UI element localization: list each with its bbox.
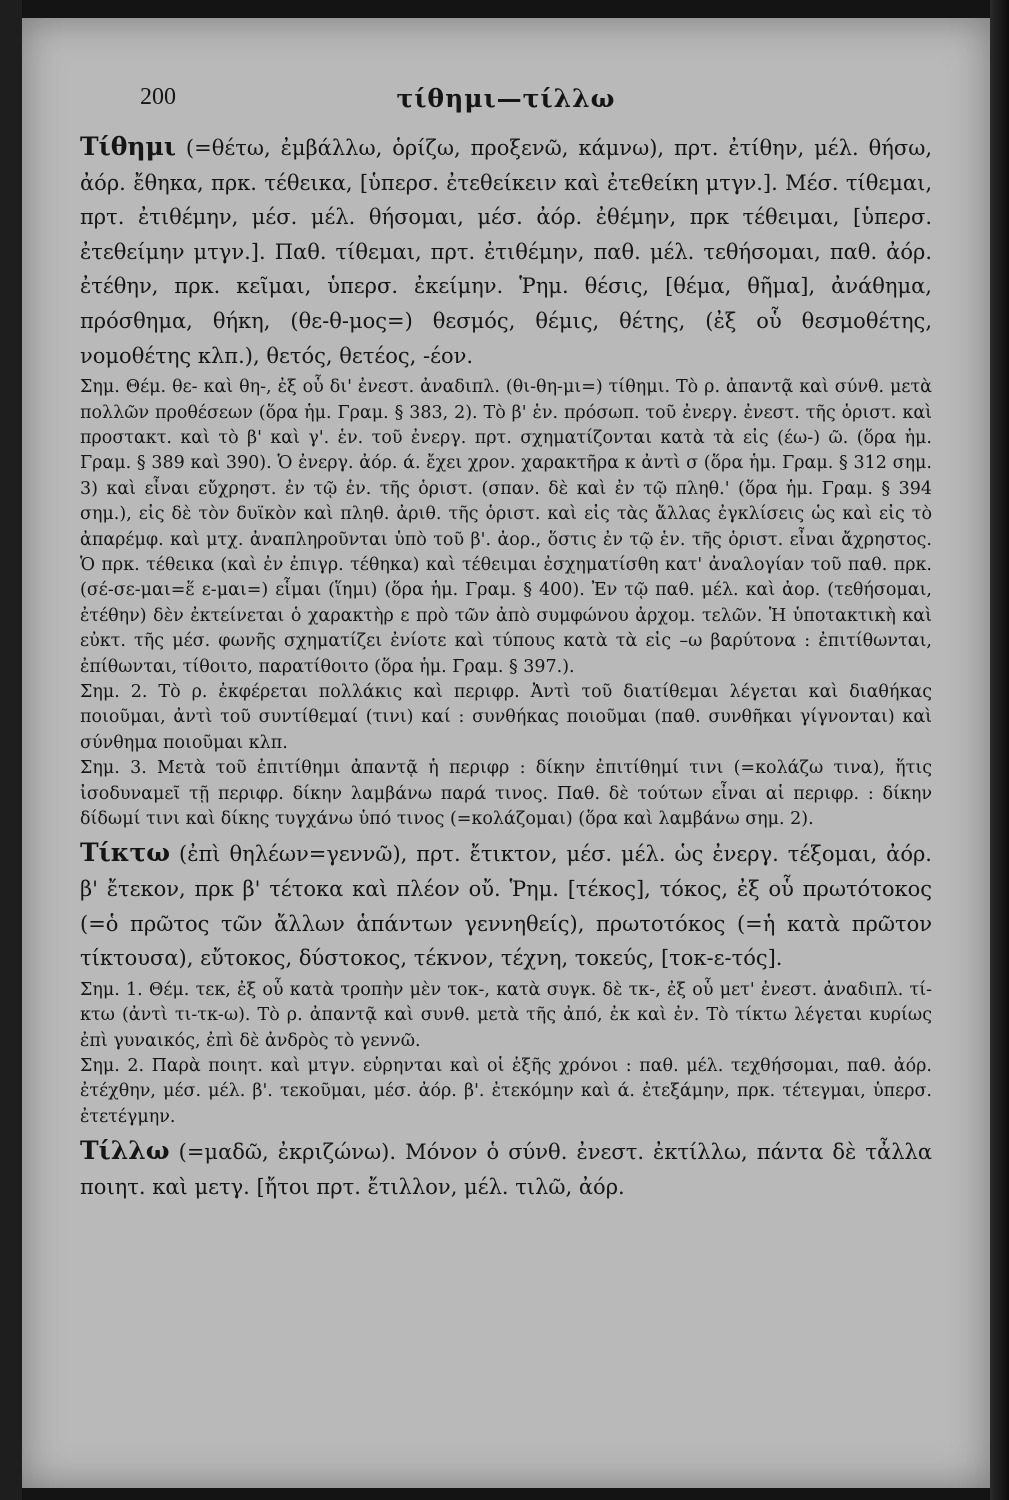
entry-body: (=θέτω, ἐμβάλλω, ὁρίζω, προξενῶ, κάμνω), πρτ. ἐτίθην, μέλ. θήσω, ἀόρ. ἔθηκα, πρκ. τέθεικα, [ὑπερσ. ἐτεθείκειν καὶ ἐτεθείκη μτγν.]. Μέσ. τίθεμαι, πρτ. ἐτιθέμην, μέσ. μέλ. θήσομαι, μέσ. ἀόρ. ἐθέμην, πρκ τέθειμαι, [ὑπερσ. ἐτεθείμην μτγν.]. Παθ. τίθεμαι, πρτ. ἐτιθέμην, παθ. μέλ. τεθήσομαι, παθ. ἀόρ. ἐτέθην, πρκ. κεῖμαι, ὑπερσ. ἐκείμην. Ῥημ. θέσις, [θέμα, θῆμα], ἀνάθημα, πρόσθημα, θήκη, (θε-θ-μος=) θεσμός, θέμις, θέτης, (ἐξ οὗ θεσμοθέτης, νομοθέτης κλπ.), θετός, θετέος, -έον. <box>80 136 932 368</box>
headword-tikto: Τίκτω <box>80 838 171 868</box>
scanned-page <box>22 18 990 1488</box>
running-title: τίθημι—τίλλω <box>396 84 616 113</box>
page-content <box>80 84 932 1204</box>
entry-tillo <box>80 1134 932 1204</box>
entry-body: (ἐπὶ θηλέων=γεννῶ), πρτ. ἔτικτον, μέσ. μέλ. ὡς ἐνεργ. τέξομαι, ἀόρ. β' ἔτεκον, πρκ β' τέτοκα καὶ πλέον οὔ. Ῥημ. [τέκος], τόκος, ἐξ οὗ πρωτότοκος (=ὁ πρῶτος τῶν ἄλλων ἁπάντων γεννηθείς), πρωτοτόκος (=ἡ κατὰ πρῶτον τίκτουσα), εὔτοκος, δύστοκος, τέκνον, τέχνη, τοκεύς, [τοκ-ε-τός]. <box>80 842 932 971</box>
entry-tithemi <box>80 130 932 373</box>
page-edge-shadow <box>990 0 1009 1500</box>
note-paragraph: Σημ. Θέμ. θε- καὶ θη-, ἐξ οὗ δι' ἐνεστ. ἀναδιπλ. (θι-θη-μι=) τίθημι. Τὸ ρ. ἀπαντᾷ καὶ σύνθ. μετὰ πολλῶν προθέσεων (ὅρα ἡμ. Γραμ. § 383, 2). Τὸ β' ἑν. πρόσωπ. τοῦ ἐνεργ. ἐνεστ. τῆς ὁριστ. καὶ προστακτ. καὶ τὸ β' καὶ γ'. ἑν. τοῦ ἐνεργ. πρτ. σχηματίζονται κατὰ τὰ εἰς (έω-) ῶ. (ὅρα ἡμ. Γραμ. § 389 καὶ 390). Ὁ ἐνεργ. ἀόρ. ά. ἔχει χρον. χαρακτῆρα κ ἀντὶ σ (ὅρα ἡμ. Γραμ. § 312 σημ. 3) καὶ εἶναι εὔχρηστ. ἐν τῷ ἑν. τῆς ὁριστ. (σπαν. δὲ καὶ ἐν τῷ πληθ.' (ὅρα ἡμ. Γραμ. § 394 σημ.), εἰς δὲ τὸν δυϊκὸν καὶ πληθ. ἀριθ. τῆς ὁριστ. καὶ εἰς τὰς ἄλλας ἐγκλίσεις ὡς καὶ εἰς τὸ ἀπαρέμφ. καὶ μτχ. ἀναπληροῦνται ὑπὸ τοῦ β'. ἀορ., ὅστις ἐν τῷ ἑν. τῆς ὁριστ. εἶναι ἄχρηστος. Ὁ πρκ. τέθεικα (καὶ ἐν ἐπιγρ. τέθηκα) καὶ τέθειμαι ἐσχηματίσθη κατ' ἀναλογίαν τοῦ παθ. πρκ. (σέ-σε-μαι=ἕ ε-μαι=) εἷμαι (ἵημι) (ὅρα ἡμ. Γραμ. § 400). Ἐν τῷ παθ. μέλ. καὶ ἀορ. (τεθήσομαι, ἐτέθην) δὲν ἐκτείνεται ὁ χαρακτὴρ ε πρὸ τῶν ἀπὸ συμφώνου ἀρχομ. τελῶν. Ἡ ὑποτακτικὴ καὶ εὐκτ. τῆς μέσ. φωνῆς σχηματίζει ἐνίοτε καὶ τύπους κατὰ τὰ εἰς –ω βαρύτονα : ἐπιτίθωνται, ἐπίθωνται, τίθοιτο, παρατίθοιτο (ὅρα ἡμ. Γραμ. § 397.). <box>80 377 932 677</box>
headword-tithemi: Τίθημι <box>80 132 176 161</box>
note-paragraph: Σημ. 1. Θέμ. τεκ, ἐξ οὗ κατὰ τροπὴν μὲν τοκ-, κατὰ συγκ. δὲ τκ-, ἐξ οὗ μετ' ἐνεστ. ἀναδιπλ. τί-κτω (ἀντὶ τι-τκ-ω). Τὸ ρ. ἀπαντᾷ καὶ συνθ. μετὰ τῆς ἀπό, ἐκ καὶ ἐν. Τὸ τίκτω λέγεται κυρίως ἐπὶ γυναικός, ἐπὶ δὲ ἀνδρὸς τὸ γεννῶ. <box>80 979 932 1051</box>
note-paragraph: Σημ. 3. Μετὰ τοῦ ἐπιτίθημι ἀπαντᾷ ἡ περιφρ : δίκην ἐπιτίθημί τινι (=κολάζω τινα), ἥτις ἰσοδυναμεῖ τῇ περιφρ. δίκην λαμβάνω παρά τινος. Παθ. δὲ τούτων εἶναι αἱ περιφρ. : δίκην δίδωμί τινι καὶ δίκης τυγχάνω ὑπό τινος (=κολάζομαι) (ὅρα καὶ λαμβάνω σημ. 2). <box>80 758 932 830</box>
entry-tikto <box>80 836 932 975</box>
entry-body: (=μαδῶ, ἐκριζώνω). Μόνον ὁ σύνθ. ἐνεστ. ἐκτίλλω, πάντα δὲ τἆλλα ποιητ. καὶ μετγ. [ἤτοι πρτ. ἔτιλλον, μέλ. τιλῶ, ἀόρ. <box>80 1140 932 1199</box>
book-spine-shadow <box>0 0 22 1500</box>
page-number: 200 <box>140 84 176 110</box>
note-paragraph: Σημ. 2. Τὸ ρ. ἐκφέρεται πολλάκις καὶ περιφρ. Ἀντὶ τοῦ διατίθεμαι λέγεται καὶ διαθήκας ποιοῦμαι, ἀντὶ τοῦ συντίθεμαί (τινι) καί : συνθήκας ποιοῦμαι (παθ. συνθῆκαι γίγνονται) καὶ σύνθημα ποιοῦμαι κλπ. <box>80 682 932 753</box>
headword-tillo: Τίλλω <box>80 1136 170 1166</box>
page-header <box>80 84 932 130</box>
note-paragraph: Σημ. 2. Παρὰ ποιητ. καὶ μτγν. εὑρηνται καὶ οἱ ἑξῆς χρόνοι : παθ. μέλ. τεχθήσομαι, παθ. ἀόρ. ἐτέχθην, μέσ. μέλ. β'. τεκοῦμαι, μέσ. ἀόρ. β'. ἐτεκόμην καὶ ά. ἐτεξάμην, πρκ. τέτεγμαι, ὑπερσ. ἐτετέγμην. <box>80 1056 932 1127</box>
